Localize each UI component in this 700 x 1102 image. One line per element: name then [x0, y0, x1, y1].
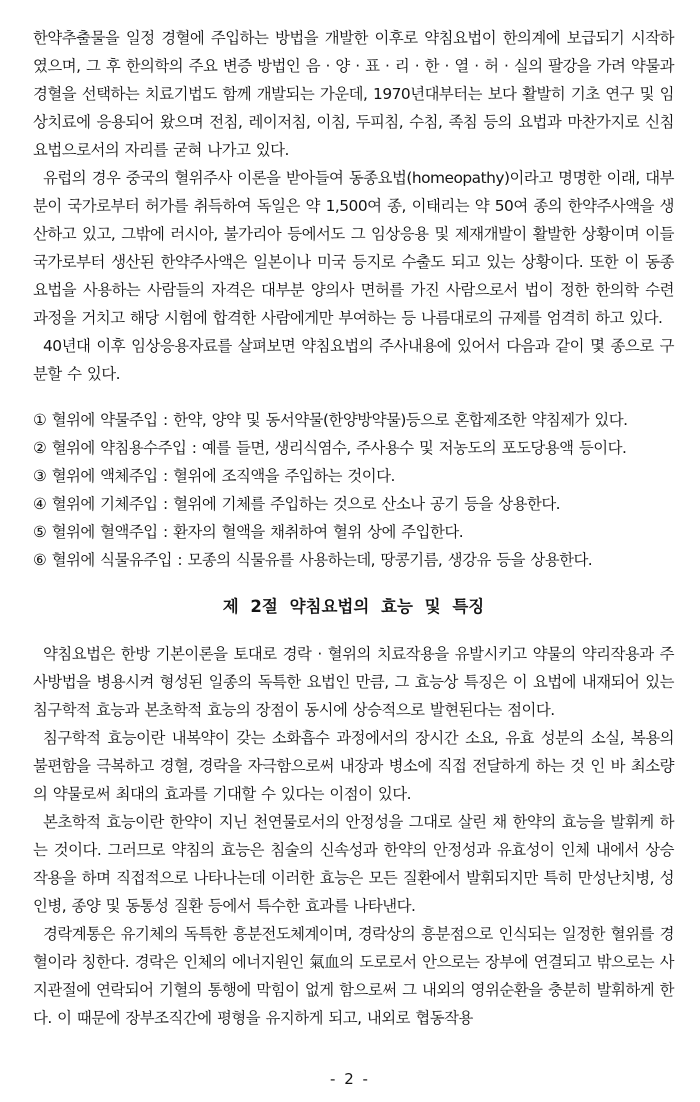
section-title: 제 2절 약침요법의 효능 및 특징 — [222, 597, 485, 616]
body-paragraph: 40년대 이후 임상응용자료를 살펴보면 약침요법의 주사내용에 있어서 다음과 같이 몇 종으로 구분할 수 있다. — [33, 337, 674, 383]
body-paragraph: 한약추출물을 일정 경혈에 주입하는 방법을 개발한 이후로 약침요법이 한의계에 보급되기 시작하였으며, 그 후 한의학의 주요 변증 방법인 음 · 양 · 표 · 리 · 한 · 열 · 허 · 실의 팔강을 가려 약물과 경혈을 선택하는 치료기법도 함께 개발되는 가운데, 1970년대부터는 보다 활발히 기초 연구 및 임상치료에 응용되어 왔으며 전침, 레이저침, 이침, 두피침, 수침, 족침 등의 요법과 마찬가지로 신침 요법으로서의 자리를 굳혀 나가고 있다. — [33, 29, 674, 159]
page-number: - 2 - — [330, 1070, 370, 1088]
body-paragraph: 경락계통은 유기체의 독특한 흥분전도체계이며, 경락상의 흥분점으로 인식되는 일정한 혈위를 경혈이라 칭한다. 경락은 인체의 에너지원인 氣血의 도로로서 안으로는 장부에 연결되고 밖으로는 사지관절에 연락되어 기혈의 통행에 막힘이 없게 함으로써 그 내외의 영위순환을 충분히 발휘하게 한다. 이 때문에 장부조직간에 평형을 유지하게 되고, 내외로 협동작용 — [33, 925, 674, 1027]
list-item: ② 혈위에 약침용수주입 : 예를 들면, 생리식염수, 주사용수 및 저농도의 포도당용액 등이다. — [33, 439, 627, 457]
injection-type-list — [33, 406, 674, 574]
list-item: ③ 혈위에 액체주입 : 혈위에 조직액을 주입하는 것이다. — [33, 467, 395, 485]
body-paragraph: 약침요법은 한방 기본이론을 토대로 경락 · 혈위의 치료작용을 유발시키고 약물의 약리작용과 주사방법을 병용시켜 형성된 일종의 독특한 요법인 만큼, 그 효능상 특징은 이 요법에 내재되어 있는 침구학적 효능과 본초학적 효능의 장점이 동시에 상승적으로 발현된다는 점이다. — [33, 645, 674, 719]
list-item: ④ 혈위에 기체주입 : 혈위에 기체를 주입하는 것으로 산소나 공기 등을 상용한다. — [33, 495, 561, 513]
list-item: ⑥ 혈위에 식물유주입 : 모종의 식물유를 사용하는데, 땅콩기름, 생강유 등을 상용한다. — [33, 551, 593, 569]
body-paragraph: 본초학적 효능이란 한약이 지닌 천연물로서의 안정성을 그대로 살린 채 한약의 효능을 발휘케 하는 것이다. 그러므로 약침의 효능은 침술의 신속성과 한약의 안정성과 유효성이 인체 내에서 상승작용을 하며 직접적으로 나타나는데 이러한 효능은 모든 질환에서 발휘되지만 특히 만성난치병, 성인병, 종양 및 동통성 질환 등에서 특수한 효과를 나타낸다. — [33, 813, 674, 915]
body-paragraph: 유럽의 경우 중국의 혈위주사 이론을 받아들여 동종요법(homeopathy)이라고 명명한 이래, 대부분이 국가로부터 허가를 취득하여 독일은 약 1,500여 종, 이태리는 약 50여 종의 한약주사액을 생산하고 있고, 그밖에 러시아, 불가리아 등에서도 그 임상응용 및 제재개발이 활발한 상황이며 이들 국가로부터 생산된 한약주사액은 일본이나 미국 등지로 수출도 되고 있는 상황이다. 또한 이 동종요법을 사용하는 사람들의 자격은 대부분 양의사 면허를 가진 사람으로서 법이 정한 한의학 수련 과정을 거치고 해당 시험에 합격한 사람에게만 부여하는 등 나름대로의 규제를 엄격히 하고 있다. — [33, 169, 674, 327]
list-item: ⑤ 혈위에 혈액주입 : 환자의 혈액을 채취하여 혈위 상에 주입한다. — [33, 523, 464, 541]
list-item: ① 혈위에 약물주입 : 한약, 양약 및 동서약물(한양방약물)등으로 혼합제조한 약침제가 있다. — [33, 411, 628, 429]
body-paragraph: 침구학적 효능이란 내복약이 갖는 소화흡수 과정에서의 장시간 소요, 유효 성분의 소실, 복용의 불편함을 극복하고 경혈, 경락을 자극함으로써 내장과 병소에 직접 전달하게 하는 것 인 바 최소량의 약물로써 최대의 효과를 기대할 수 있다는 이점이 있다. — [33, 729, 674, 803]
